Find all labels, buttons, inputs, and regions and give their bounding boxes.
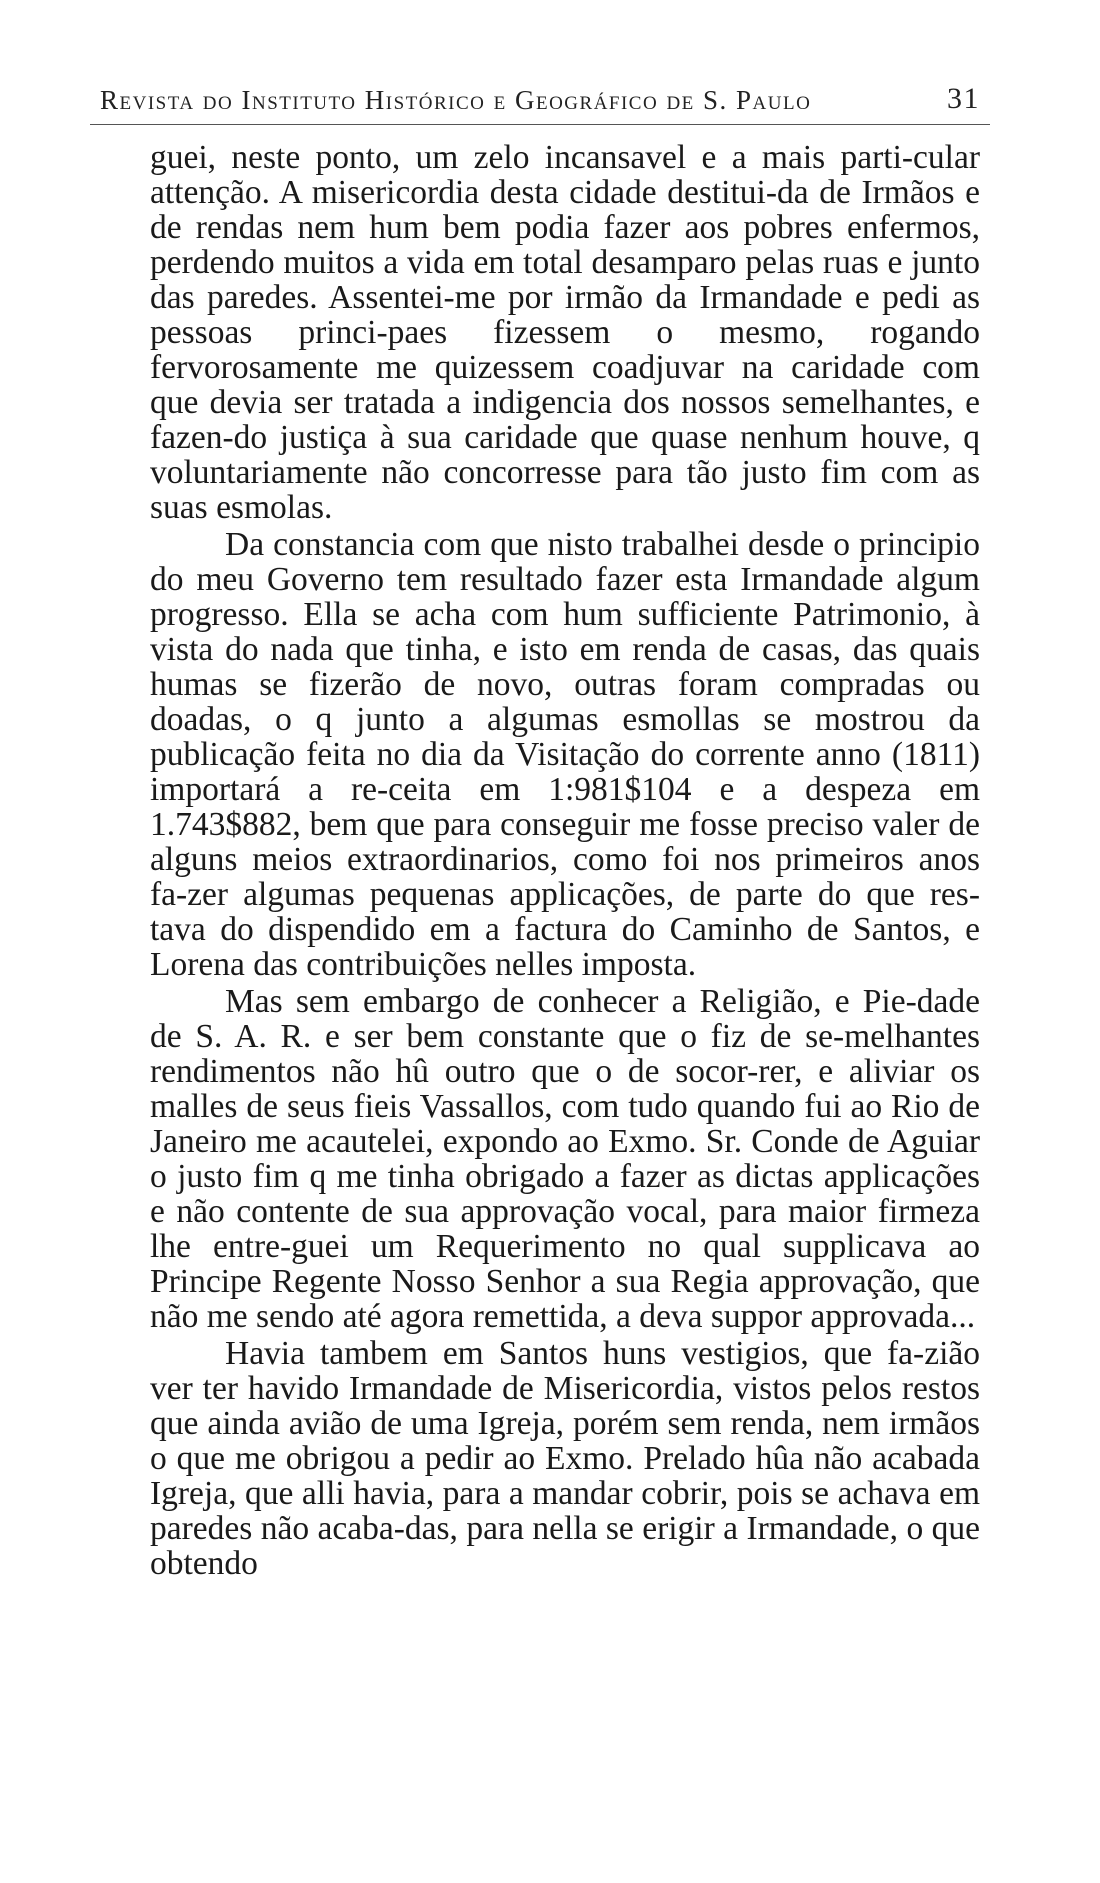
body-text [150,140,980,1581]
paragraph-2: Da constancia com que nisto trabalhei desde o principio do meu Governo tem resultado fazer esta Irmandade algum progresso. Ella se acha com hum sufficiente Patrimonio, à vista do nada que tinha, e isto em renda de casas, das quais humas se fizerão de novo, outras foram compradas ou doadas, o q junto a algumas esmollas se mostrou da publicação feita no dia da Visitação do corrente anno (1811) importará a re-ceita em 1:981$104 e a despeza em 1.743$882, bem que para conseguir me fosse preciso valer de alguns meios extraordinarios, como foi nos primeiros anos fa-zer algumas pequenas applicações, de parte do que res-tava do dispendido em a factura do Caminho de Santos, e Lorena das contribuições nelles imposta. [150,526,980,983]
page-number: 31 [947,82,980,115]
running-header [100,72,980,116]
running-title: Revista do Instituto Histórico e Geográfico de S. Paulo [100,85,812,115]
paragraph-3: Mas sem embargo de conhecer a Religião, e Pie-dade de S. A. R. e ser bem constante que o fiz de se-melhantes rendimentos não hû outro que o de socor-rer, e aliviar os malles de seus fieis Vassallos, com tudo quando fui ao Rio de Janeiro me acautelei, expondo ao Exmo. Sr. Conde de Aguiar o justo fim q me tinha obrigado a fazer as dictas applicações e não contente de sua approvação vocal, para maior firmeza lhe entre-guei um Requerimento no qual supplicava ao Principe Regente Nosso Senhor a sua Regia approvação, que não me sendo até agora remettida, a deva suppor approvada... [150,983,980,1335]
header-rule [90,124,990,125]
paragraph-1: guei, neste ponto, um zelo incansavel e a mais parti-cular attenção. A misericordia desta cidade destitui-da de Irmãos e de rendas nem hum bem podia fazer aos pobres enfermos, perdendo muitos a vida em total desamparo pelas ruas e junto das paredes. Assentei-me por irmão da Irmandade e pedi as pessoas princi-paes fizessem o mesmo, rogando fervorosamente me quizessem coadjuvar na caridade com que devia ser tratada a indigencia dos nossos semelhantes, e fazen-do justiça à sua caridade que quase nenhum houve, q voluntariamente não concorresse para tão justo fim com as suas esmolas. [150,139,980,526]
paragraph-4: Havia tambem em Santos huns vestigios, que fa-zião ver ter havido Irmandade de Misericordia, vistos pelos restos que ainda avião de uma Igreja, porém sem renda, nem irmãos o que me obrigou a pedir ao Exmo. Prelado hûa não acabada Igreja, que alli havia, para a mandar cobrir, pois se achava em paredes não acaba-das, para nella se erigir a Irmandade, o que obtendo [150,1335,980,1582]
